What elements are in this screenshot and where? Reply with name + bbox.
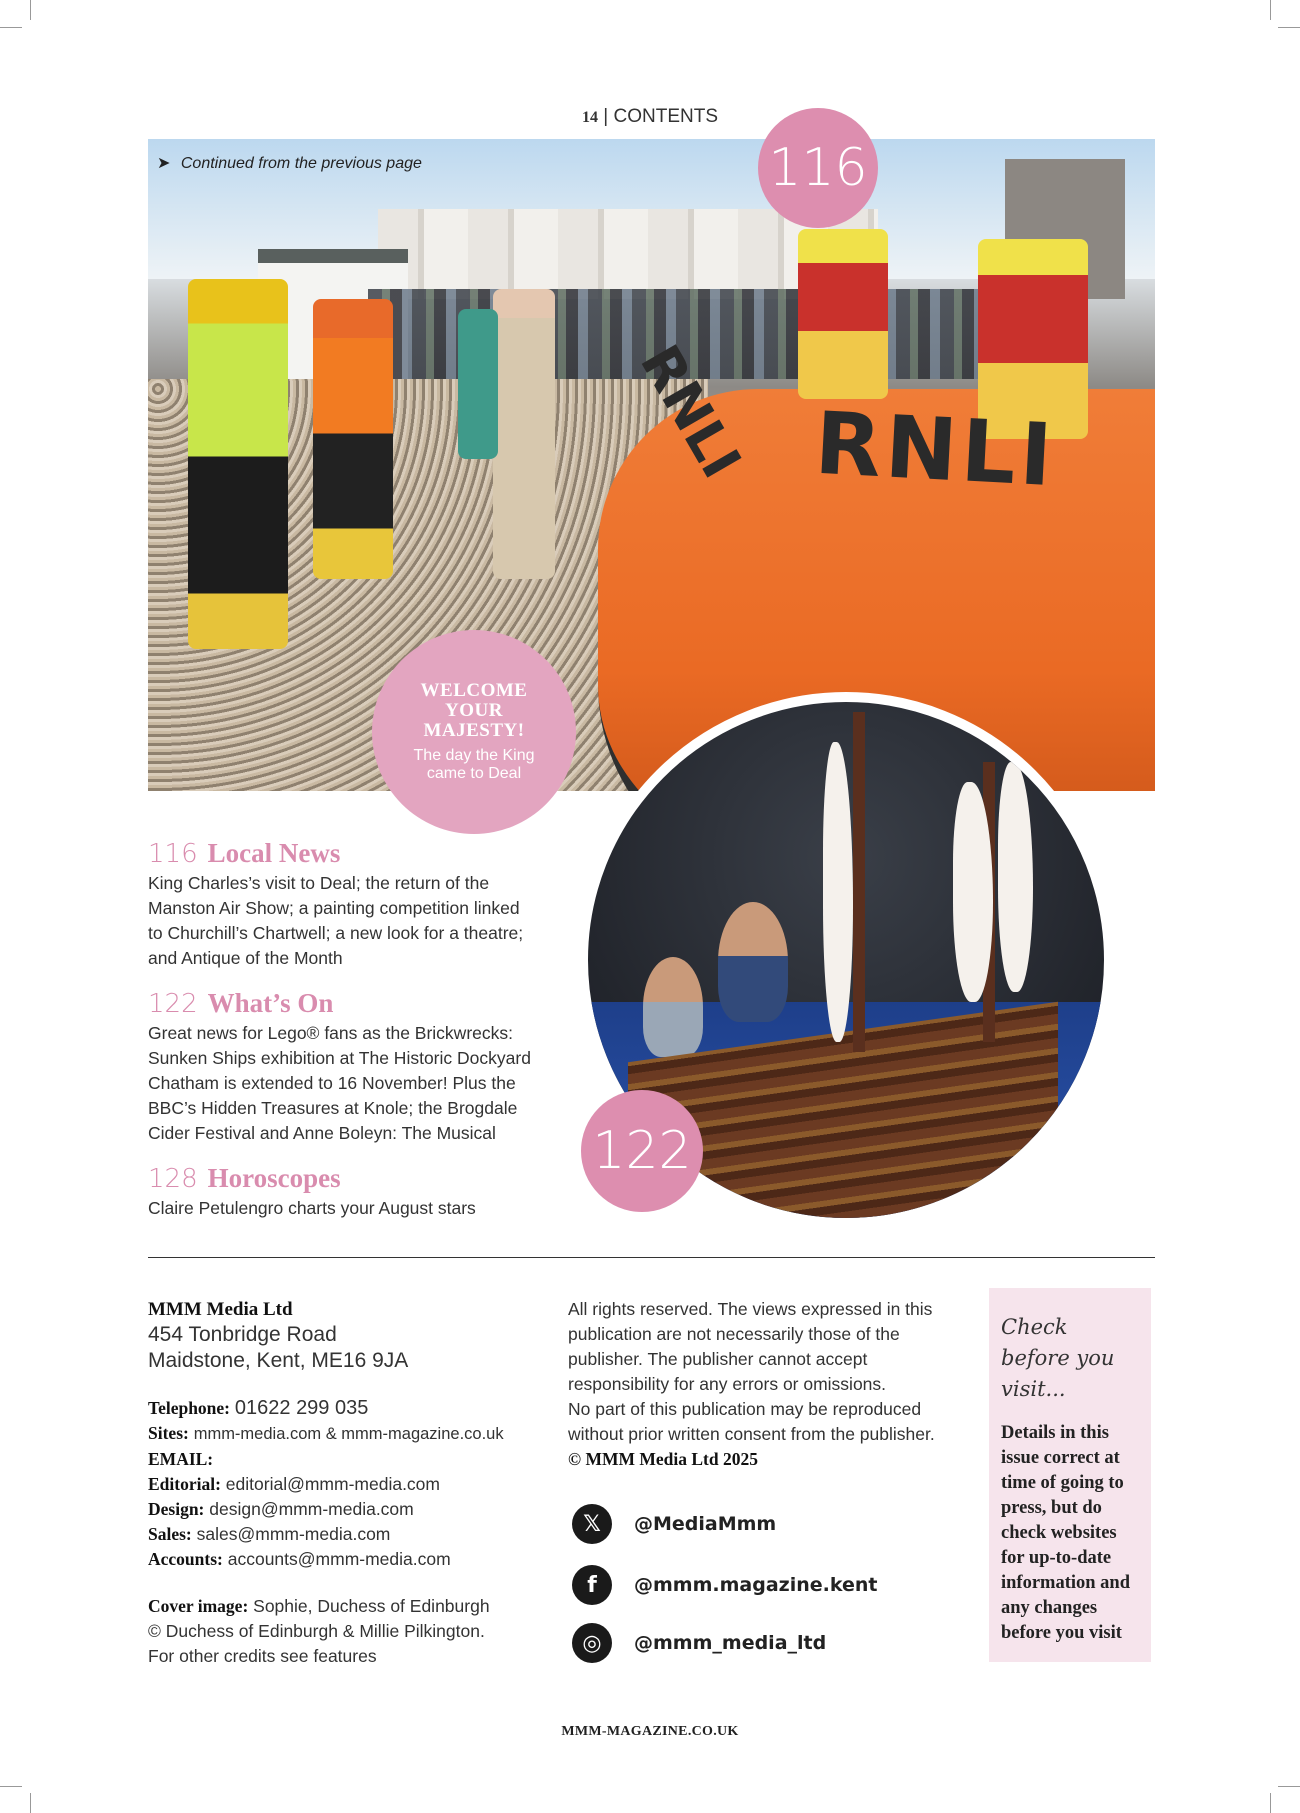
telephone-label: Telephone: [148, 1398, 231, 1418]
continued-note [157, 153, 422, 173]
legal-info [568, 1297, 943, 1472]
other-credits: For other credits see features [148, 1646, 377, 1666]
design-label: Design: [148, 1499, 205, 1519]
editorial-email[interactable]: editorial@mmm-media.com [225, 1474, 440, 1494]
page-badge-116: 116 [758, 108, 878, 228]
legal-text: All rights reserved. The views expressed in this publication are not necessarily those of the publisher. The publisher cannot accept responsibility for any errors or omissions. [568, 1299, 933, 1394]
photo-child [643, 957, 703, 1057]
entry-description: Claire Petulengro charts your August stars [148, 1198, 476, 1218]
cover-value: Sophie, Duchess of Edinburgh [253, 1596, 490, 1616]
legal-text: No part of this publication may be reproduced without prior written consent from the publisher. [568, 1399, 935, 1444]
editorial-label: Editorial: [148, 1474, 221, 1494]
section-title: CONTENTS [613, 106, 718, 127]
accounts-label: Accounts: [148, 1549, 223, 1569]
facebook-icon: f [572, 1565, 612, 1605]
page-number: 14 [582, 109, 598, 126]
crop-mark [0, 27, 22, 28]
crop-mark [1270, 1793, 1271, 1813]
welcome-subtitle: The day the King came to Deal [413, 747, 535, 782]
photo-mast [853, 712, 865, 1052]
welcome-caption [372, 630, 576, 834]
address-line: Maidstone, Kent, ME16 9JA [148, 1349, 409, 1372]
instagram-icon: ◎ [572, 1623, 612, 1663]
entry-title: What’s On [207, 988, 334, 1018]
lifeboat-lettering-bow: RNLI [628, 334, 754, 489]
crop-mark [30, 1793, 31, 1813]
design-line [148, 1497, 548, 1522]
sales-label: Sales: [148, 1524, 192, 1544]
sales-email[interactable]: sales@mmm-media.com [196, 1524, 391, 1544]
sites-line [148, 1421, 548, 1447]
page-header [0, 106, 1300, 128]
photo-child [718, 902, 788, 1022]
welcome-title: WELCOME YOUR MAJESTY! [420, 680, 528, 741]
entry-title: Local News [207, 838, 341, 868]
crop-mark [30, 0, 31, 20]
photo-guest [458, 309, 498, 459]
email-heading: EMAIL: [148, 1449, 214, 1469]
cover-credit: © Duchess of Edinburgh & Millie Pilkington. [148, 1621, 485, 1641]
entry-page-number: 122 [148, 989, 198, 1019]
divider [148, 1257, 1155, 1258]
telephone-line [148, 1396, 548, 1421]
photo-sail [823, 742, 853, 1042]
arrow-right-icon: ➤ [157, 155, 171, 172]
footer-url[interactable]: MMM-MAGAZINE.CO.UK [561, 1724, 739, 1739]
social-link-instagram[interactable] [572, 1623, 826, 1663]
company-info [148, 1297, 548, 1669]
accounts-email[interactable]: accounts@mmm-media.com [227, 1549, 451, 1569]
copyright: © MMM Media Ltd 2025 [568, 1449, 758, 1469]
photo-crew-member [188, 279, 288, 649]
accounts-line [148, 1547, 548, 1572]
photo-crew-member [798, 229, 888, 399]
entry-title: Horoscopes [207, 1163, 341, 1193]
sites-label: Sites: [148, 1423, 189, 1443]
continued-text: Continued from the previous page [180, 155, 422, 172]
crop-mark [1278, 1786, 1300, 1787]
social-handle: @MediaMmm [634, 1513, 777, 1535]
sales-line [148, 1522, 548, 1547]
photo-sail [998, 762, 1033, 992]
crop-mark [0, 1786, 22, 1787]
contents-entry [148, 1163, 538, 1221]
contents-entry [148, 988, 538, 1146]
lifeboat-lettering: RNLI [812, 393, 1059, 507]
design-email[interactable]: design@mmm-media.com [209, 1499, 414, 1519]
social-handle: @mmm.magazine.kent [634, 1574, 878, 1596]
contents-entry [148, 838, 538, 971]
address-line: 454 Tonbridge Road [148, 1323, 337, 1346]
entry-page-number: 116 [148, 839, 198, 869]
cover-line [148, 1594, 548, 1619]
page-badge-122: 122 [581, 1090, 703, 1212]
check-before-visit-box [989, 1288, 1151, 1662]
social-handle: @mmm_media_ltd [634, 1632, 827, 1654]
photo-crew-member [313, 299, 393, 579]
editorial-line [148, 1472, 548, 1497]
social-link-facebook[interactable] [572, 1565, 877, 1605]
entry-description: King Charles’s visit to Deal; the return of the Manston Air Show; a painting competition linked to Churchill’s Chartwell; a new look for a theatre; and Antique of the Month [148, 873, 524, 968]
header-separator: | [603, 106, 609, 127]
cover-label: Cover image: [148, 1596, 249, 1616]
sites-value[interactable]: mmm-media.com & mmm-magazine.co.uk [193, 1425, 504, 1443]
company-name: MMM Media Ltd [148, 1299, 293, 1320]
x-icon: 𝕏 [572, 1504, 612, 1544]
check-heading: Check before you visit... [1001, 1315, 1115, 1401]
social-link-x[interactable] [572, 1504, 776, 1544]
photo-king [493, 289, 555, 579]
entry-page-number: 128 [148, 1164, 198, 1194]
check-text: Details in this issue correct at time of going to press, but do check websites for up-to-date information and any changes before you visit [1001, 1423, 1131, 1643]
telephone-value[interactable]: 01622 299 035 [234, 1397, 369, 1419]
crop-mark [1278, 27, 1300, 28]
entry-description: Great news for Lego® fans as the Brickwrecks: Sunken Ships exhibition at The Historic Dockyard Chatham is extended to 16 November! Plus the BBC’s Hidden Treasures at Knole; the Brogdale Cider Festival and Anne Boleyn: The Musical [148, 1023, 531, 1143]
crop-mark [1270, 0, 1271, 20]
